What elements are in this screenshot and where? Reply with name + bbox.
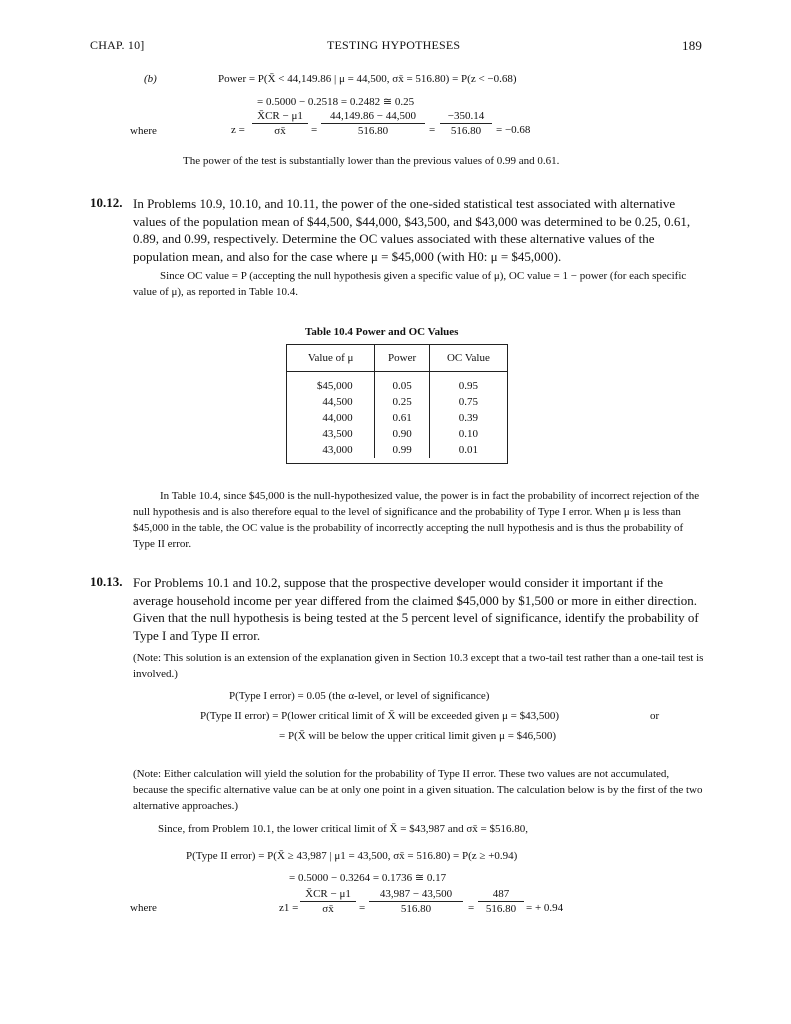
equals-sign: = — [468, 902, 475, 914]
z1-numeric-fraction — [369, 888, 463, 915]
table-row — [287, 442, 507, 458]
solution-text: Since OC value = P (accepting the null hypothesis given a specific value of μ), OC value = 1 − power (for each specific value of μ), as reported in Table 10.4. — [133, 270, 687, 298]
power-comment: The power of the test is substantially lower than the previous values of 0.99 and 0.61. — [183, 155, 560, 167]
problem-statement: In Problems 10.9, 10.10, and 10.11, the power of the one-sided statistical test associated with alternative values of the population mean of $44,500, $44,000, $43,500, and $43,000 was determined to be 0.25, 0.61, 0.89, and 0.99, respectively. Determine the OC values associated with these alternative values of the population mean, and also for the case where μ = $45,000 (with H0: μ = $45,000). — [133, 196, 691, 264]
column-header: OC Value — [429, 345, 507, 372]
running-head-chapter: CHAP. 10] — [90, 38, 145, 52]
fraction-numerator: −350.14 — [447, 110, 485, 122]
table-row — [287, 394, 507, 410]
part-label: (b) — [144, 73, 157, 85]
table-cell: 0.75 — [458, 396, 479, 408]
table-cell: 43,500 — [322, 428, 353, 440]
where-label: where — [130, 125, 157, 137]
table-explanation: In Table 10.4, since $45,000 is the null-hypothesized value, the power is in fact the probability of incorrect rejection of the null hypothesis and is also therefore equal to the level of significance and the probability of Type I error. When μ is less than $45,000 in the table, the OC value is the probability of incorrectly accepting the null hypothesis and is thus the probability of Type II error. — [133, 490, 700, 550]
fraction-denominator: σx̄ — [322, 903, 334, 915]
fraction-denominator: 516.80 — [485, 903, 517, 915]
table-cell: 0.90 — [375, 426, 430, 442]
fraction-numerator: X̄CR − μ1 — [257, 110, 303, 122]
running-head-title: TESTING HYPOTHESES — [327, 38, 461, 52]
type2-error-calculation: P(Type II error) = P(X̄ ≥ 43,987 | μ1 = 43,500, σx̄ = 516.80) = P(z ≥ +0.94) — [186, 850, 518, 862]
fraction-numerator: 487 — [492, 888, 510, 900]
equals-sign: = — [429, 124, 436, 136]
table-cell: 44,500 — [322, 396, 353, 408]
z1-result: = + 0.94 — [526, 902, 564, 914]
column-header: Power — [375, 345, 430, 372]
table-cell: 0.25 — [375, 394, 430, 410]
power-equation: Power = P(X̄ < 44,149.86 | μ = 44,500, σx̄ = 516.80) = P(z < −0.68) — [218, 73, 517, 85]
page-number: 189 — [682, 38, 703, 53]
z-numeric-fraction — [321, 110, 425, 137]
table-row — [287, 372, 507, 395]
table-cell: 0.95 — [458, 380, 479, 392]
problem-number: 10.13. — [90, 574, 123, 589]
table-cell: 0.99 — [375, 442, 430, 458]
table-row — [287, 426, 507, 442]
z-label: z = — [231, 124, 245, 136]
type1-error-equation: P(Type I error) = 0.05 (the α-level, or level of significance) — [229, 690, 490, 702]
or-label: or — [650, 710, 660, 722]
table-cell: 0.10 — [458, 428, 479, 440]
z-reduced-fraction — [440, 110, 492, 137]
table-row — [287, 410, 507, 426]
fraction-denominator: 516.80 — [400, 903, 432, 915]
problem-statement: For Problems 10.1 and 10.2, suppose that the prospective developer would consider it important if the average household income per year differed from the claimed $45,000 by $1,500 or more in either direction. Given that the null hypothesis is being tested at the 5 percent level of significance, identify the probability of Type I and Type II error. — [133, 575, 699, 643]
note-calculation: (Note: Either calculation will yield the solution for the probability of Type II error. These two values are not accumulated, because the specific alternative value can be at only one point in a given situation. The calculation below is by the first of the two alternative approaches.) — [133, 768, 703, 812]
table-cell: 0.39 — [458, 412, 479, 424]
equals-sign: = — [311, 124, 318, 136]
table-cell: 0.05 — [375, 372, 430, 395]
table-cell: 0.01 — [458, 444, 479, 456]
z-formula-fraction — [252, 110, 308, 137]
fraction-numerator: 44,149.86 − 44,500 — [330, 110, 416, 122]
where-label: where — [130, 902, 157, 914]
power-oc-table — [287, 345, 507, 458]
critical-limit-statement: Since, from Problem 10.1, the lower critical limit of X̄ = $43,987 and σx̄ = $516.80, — [158, 823, 528, 835]
fraction-denominator: σx̄ — [274, 125, 286, 137]
power-result: = 0.5000 − 0.2518 = 0.2482 ≅ 0.25 — [257, 96, 415, 108]
table-cell: 44,000 — [322, 412, 353, 424]
type2-error-equation: P(Type II error) = P(lower critical limit of X̄ will be exceeded given μ = $43,500) — [200, 710, 560, 722]
fraction-numerator: 43,987 − 43,500 — [379, 888, 453, 900]
type2-error-alternative: = P(X̄ will be below the upper critical limit given μ = $46,500) — [279, 730, 557, 742]
z-result: = −0.68 — [496, 124, 531, 136]
table-frame — [286, 344, 508, 464]
table-header-row — [287, 345, 507, 372]
column-header: Value of μ — [287, 345, 375, 372]
note-two-tail: (Note: This solution is an extension of the explanation given in Section 10.3 except that a two-tail test rather than a one-tail test is involved.) — [133, 652, 704, 680]
z1-formula-fraction — [300, 888, 356, 915]
fraction-denominator: 516.80 — [357, 125, 389, 137]
fraction-denominator: 516.80 — [450, 125, 482, 137]
fraction-numerator: X̄CR − μ1 — [305, 888, 351, 900]
table-cell: $45,000 — [316, 380, 353, 392]
table-cell: 0.61 — [375, 410, 430, 426]
type2-error-result: = 0.5000 − 0.3264 = 0.1736 ≅ 0.17 — [289, 872, 447, 884]
table-caption: Table 10.4 Power and OC Values — [305, 326, 459, 338]
equals-sign: = — [359, 902, 366, 914]
table-cell: 43,000 — [322, 444, 353, 456]
problem-number: 10.12. — [90, 195, 123, 210]
z1-label: z1 = — [279, 902, 299, 914]
z1-reduced-fraction — [478, 888, 524, 915]
